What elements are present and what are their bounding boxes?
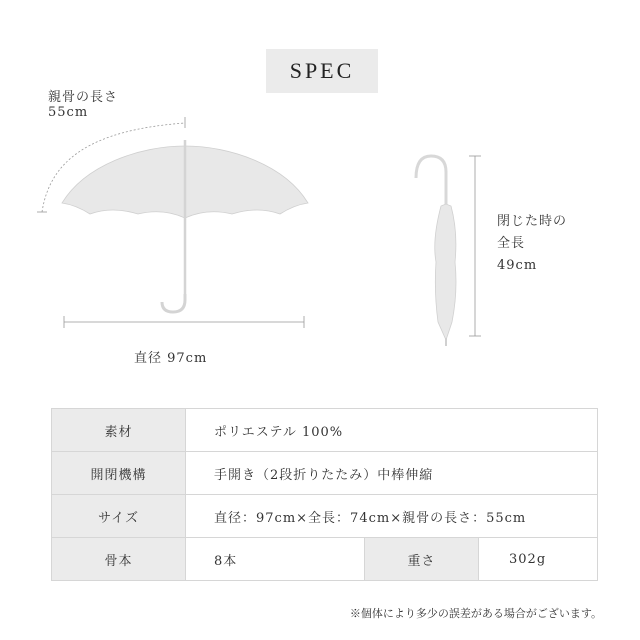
spec-table	[51, 408, 598, 581]
table-row	[52, 495, 598, 538]
page-title: SPEC	[266, 49, 378, 93]
open-umbrella-handle	[162, 294, 185, 312]
size-header: サイズ	[52, 495, 186, 538]
table-row	[52, 538, 598, 581]
closed-length-label-line2: 全長	[497, 236, 526, 251]
diameter-label: 直径 97cm	[134, 351, 208, 366]
ribs-header: 骨本	[52, 538, 186, 581]
rib-length-value: 55cm	[48, 105, 89, 120]
closed-umbrella-body	[435, 204, 456, 340]
ribs-value: 8本	[186, 538, 365, 581]
closed-umbrella-handle	[416, 156, 446, 206]
weight-value: 302g	[479, 538, 598, 581]
rib-length-label: 親骨の長さ	[48, 90, 119, 105]
closed-length-value: 49cm	[497, 258, 538, 273]
material-header: 素材	[52, 409, 186, 452]
mechanism-header: 開閉機構	[52, 452, 186, 495]
mechanism-value: 手開き（2段折りたたみ）中棒伸縮	[186, 452, 598, 495]
table-row	[52, 452, 598, 495]
disclaimer-note: ※個体により多少の誤差がある場合がございます。	[349, 607, 602, 620]
closed-length-label-line1: 閉じた時の	[497, 214, 568, 229]
size-value: 直径：97cm×全長：74cm×親骨の長さ：55cm	[186, 495, 598, 538]
material-value: ポリエステル 100%	[186, 409, 598, 452]
weight-header: 重さ	[365, 538, 479, 581]
table-row	[52, 409, 598, 452]
